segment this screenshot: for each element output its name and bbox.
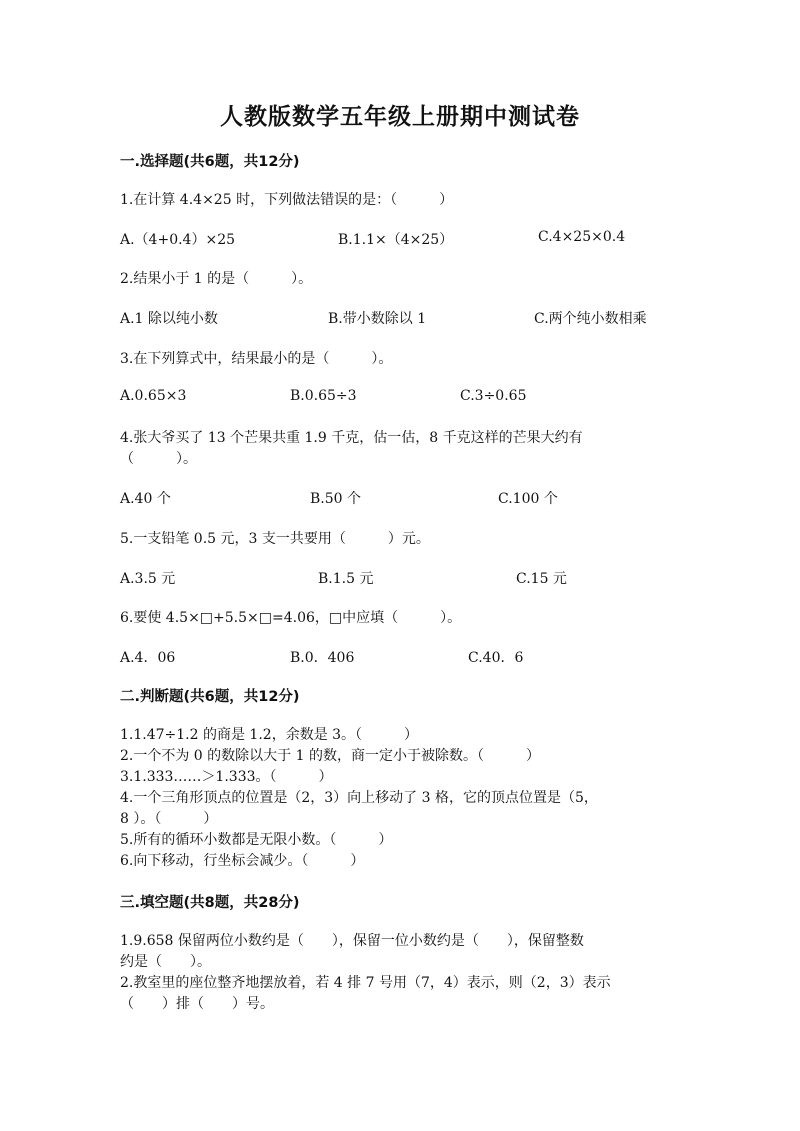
- judge-item-continued: 8 ）。（ ）: [120, 811, 218, 827]
- question-stem: 6.要使 4.5×□+5.5×□=4.06，□中应填（ ）。: [120, 610, 462, 626]
- question-option: B.1.1×（4×25）: [338, 232, 454, 248]
- question-stem: 3.在下列算式中，结果最小的是（ ）。: [120, 351, 393, 367]
- question-option: C.4×25×0.4: [538, 229, 626, 245]
- question-option: C.两个纯小数相乘: [534, 311, 647, 327]
- question-stem-continued: （ ）。: [120, 451, 197, 467]
- question-option: B.1.5 元: [318, 571, 374, 587]
- judge-item: 1.1.47÷1.2 的商是 1.2，余数是 3。（ ）: [120, 727, 419, 743]
- question-option: A.0.65×3: [120, 388, 187, 404]
- section-heading-fill: 三.填空题(共8题，共28分): [120, 895, 300, 911]
- question-option: A.4．06: [120, 650, 176, 666]
- judge-item: 6.向下移动，行坐标会减少。（ ）: [120, 853, 365, 869]
- section-heading-judge: 二.判断题(共6题，共12分): [120, 689, 300, 705]
- judge-item: 3.1.333……＞1.333。（ ）: [120, 769, 333, 785]
- question-option: C.40．6: [468, 650, 524, 666]
- question-stem: 5.一支铅笔 0.5 元，3 支一共要用（ ）元。: [120, 531, 430, 547]
- question-option: A.3.5 元: [120, 571, 176, 587]
- question-option: B.0.65÷3: [290, 388, 357, 404]
- question-option: A.（4+0.4）×25: [120, 232, 236, 248]
- judge-item: 4.一个三角形顶点的位置是（2，3）向上移动了 3 格，它的顶点位置是（5，: [120, 790, 598, 806]
- judge-item: 5.所有的循环小数都是无限小数。（ ）: [120, 832, 393, 848]
- question-stem: 1.在计算 4.4×25 时，下列做法错误的是：（ ）: [120, 192, 454, 208]
- question-option: B.带小数除以 1: [328, 311, 427, 327]
- fill-item: 1.9.658 保留两位小数约是（ ），保留一位小数约是（ ），保留整数: [120, 933, 584, 949]
- fill-item-continued: 约是（ ）。: [120, 954, 211, 970]
- question-stem: 4.张大爷买了 13 个芒果共重 1.9 千克，估一估，8 千克这样的芒果大约有: [120, 430, 583, 446]
- question-option: C.100 个: [498, 491, 558, 507]
- question-option: A.40 个: [120, 491, 171, 507]
- section-heading-choice: 一.选择题(共6题，共12分): [120, 154, 300, 170]
- question-option: C.15 元: [516, 571, 567, 587]
- question-option: B.50 个: [310, 491, 362, 507]
- page-title: 人教版数学五年级上册期中测试卷: [220, 104, 580, 130]
- question-option: A.1 除以纯小数: [120, 311, 218, 327]
- question-option: B.0．406: [290, 650, 355, 666]
- question-stem: 2.结果小于 1 的是（ ）。: [120, 271, 313, 287]
- fill-item-continued: （ ）排（ ）号。: [120, 996, 274, 1012]
- question-option: C.3÷0.65: [460, 388, 527, 404]
- fill-item: 2.教室里的座位整齐地摆放着，若 4 排 7 号用（7，4）表示，则（2，3）表示: [120, 975, 611, 991]
- judge-item: 2.一个不为 0 的数除以大于 1 的数，商一定小于被除数。（ ）: [120, 748, 540, 764]
